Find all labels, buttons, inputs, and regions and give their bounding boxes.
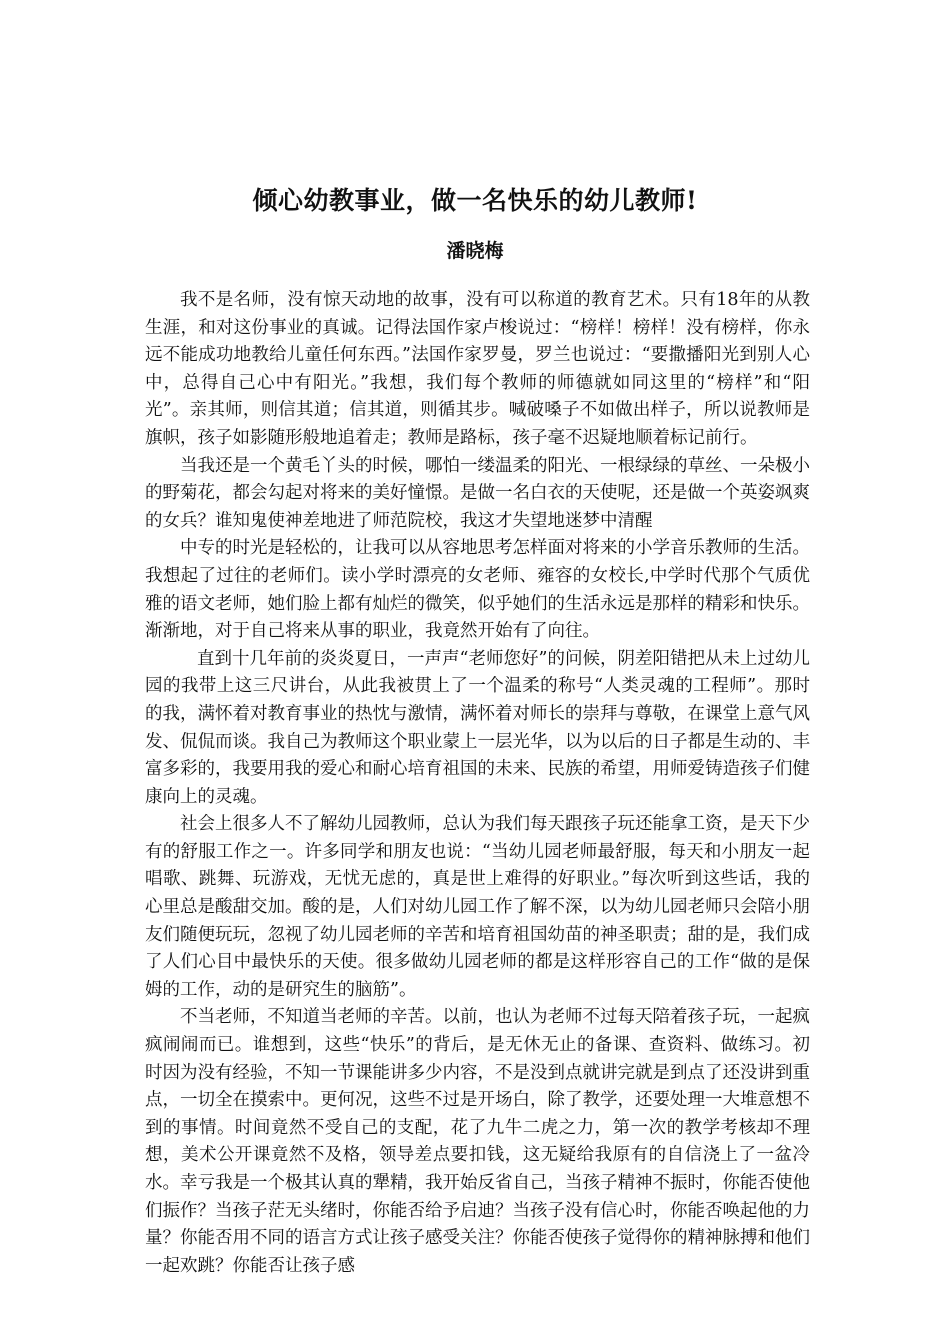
paragraph: 中专的时光是轻松的，让我可以从容地思考怎样面对将来的小学音乐教师的生活。我想起了过往的老师们。读小学时漂亮的女老师、雍容的女校长,中学时代那个气质优雅的语文老师，她们脸上都有灿烂的微笑，似乎她们的生活永远是那样的精彩和快乐。渐渐地，对于自己将来从事的职业，我竟然开始有了向往。 (145, 538, 810, 642)
paragraph: 社会上很多人不了解幼儿园教师，总认为我们每天跟孩子玩还能拿工资，是天下少有的舒服工作之一。许多同学和朋友也说：“当幼儿园老师最舒服，每天和小朋友一起唱歌、跳舞、玩游戏，无忧无虑的，真是世上难得的好职业。”每次听到这些话，我的心里总是酸甜交加。酸的是，人们对幼儿园工作了解不深，以为幼儿园老师只会陪小朋友们随便玩玩，忽视了幼儿园老师的辛苦和培育祖国幼苗的神圣职责；甜的是，我们成了人们心目中最快乐的天使。很多做幼儿园老师的都是这样形容自己的工作“做的是保姆的工作，动的是研究生的脑筋”。 (145, 814, 810, 1000)
author-name: 潘晓梅 (446, 240, 504, 262)
paragraph: 不当老师，不知道当老师的辛苦。以前，也认为老师不过每天陪着孩子玩，一起疯疯闹闹而已。谁想到，这些“快乐”的背后，是无休无止的备课、查资料、做练习。初时因为没有经验，不知一节课能讲多少内容，不是没到点就讲完就是到点了还没讲到重点，一切全在摸索中。更何况，这些不过是开场白，除了教学，还要处理一大堆意想不到的事情。时间竟然不受自己的支配，花了九牛二虎之力，第一次的教学考核却不理想，美术公开课竟然不及格，领导差点要扣钱，这无疑给我原有的自信浇上了一盆冷水。幸亏我是一个极其认真的犟精，我开始反省自己，当孩子精神不振时，你能否使他们振作？当孩子茫无头绪时，你能否给予启迪？当孩子没有信心时，你能否唤起他的力量？你能否用不同的语言方式让孩子感受关注？你能否使孩子觉得你的精神脉搏和他们一起欢跳？你能否让孩子感 (145, 1007, 810, 1276)
article-body (145, 287, 810, 1280)
paragraph: 当我还是一个黄毛丫头的时候，哪怕一缕温柔的阳光、一根绿绿的草丝、一朵极小的野菊花，都会勾起对将来的美好憧憬。是做一名白衣的天使呢，还是做一个英姿飒爽的女兵？谁知鬼使神差地进了师范院校，我这才失望地迷梦中清醒 (145, 455, 810, 531)
paragraph: 我不是名师，没有惊天动地的故事，没有可以称道的教育艺术。只有18年的从教生涯，和对这份事业的真诚。记得法国作家卢梭说过：“榜样！榜样！没有榜样，你永远不能成功地教给儿童任何东西。”法国作家罗曼，罗兰也说过：“要撒播阳光到别人心中，总得自己心中有阳光。”我想，我们每个教师的师德就如同这里的“榜样”和“阳光”。亲其师，则信其道；信其道，则循其步。喊破嗓子不如做出样子，所以说教师是旗帜，孩子如影随形般地追着走；教师是路标，孩子毫不迟疑地顺着标记前行。 (145, 290, 810, 448)
document-title: 倾心幼教事业，做一名快乐的幼儿教师! (252, 186, 698, 215)
paragraph: 直到十几年前的炎炎夏日，一声声“老师您好”的问候，阴差阳错把从未上过幼儿园的我带上这三尺讲台，从此我被贯上了一个温柔的称号“人类灵魂的工程师”。那时的我，满怀着对教育事业的热忱与激情，满怀着对师长的崇拜与尊敬，在课堂上意气风发、侃侃而谈。我自己为教师这个职业蒙上一层光华，以为以后的日子都是生动的、丰富多彩的，我要用我的爱心和耐心培育祖国的未来、民族的希望，用师爱铸造孩子们健康向上的灵魂。 (145, 648, 810, 807)
